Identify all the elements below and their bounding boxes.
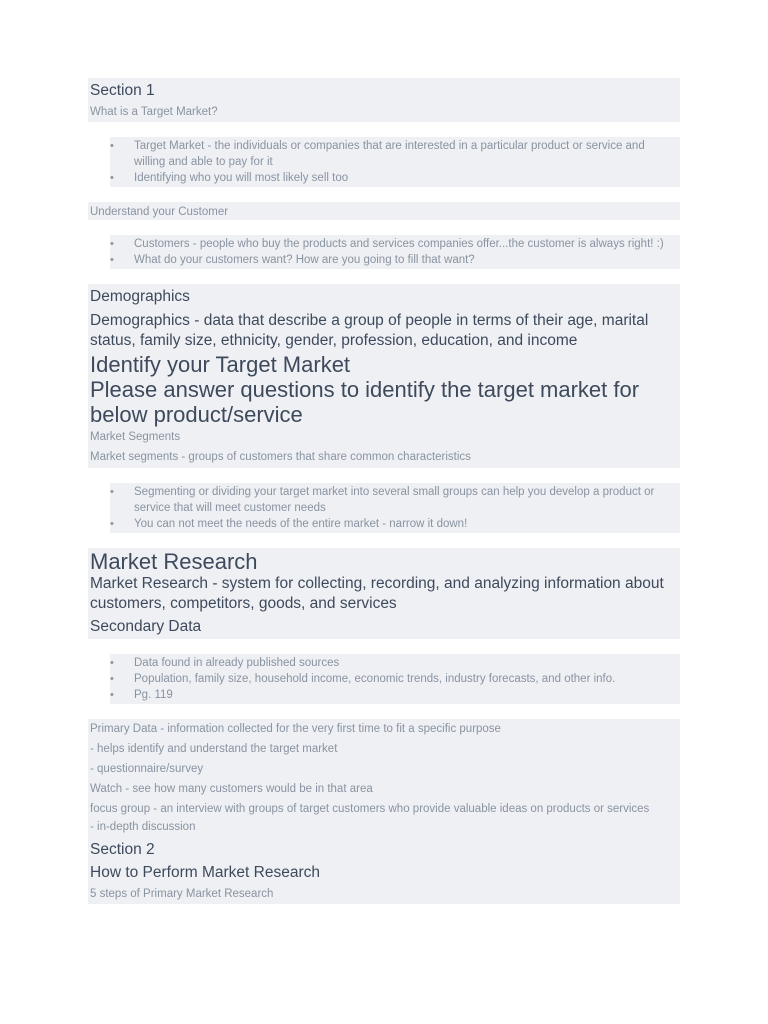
list-item: • What do your customers want? How are you going to fill that want? — [110, 254, 475, 266]
demographics-definition: Demographics - data that describe a group of people in terms of their age, marital status, family size, ethnicity, gender, profession, education, and income — [90, 312, 649, 349]
market-segments-title: Market Segments — [90, 431, 181, 443]
list-item: • Target Market - the individuals or companies that are interested in a particular product or service and willing and able to pay for it — [110, 140, 645, 168]
primary-data-line: focus group - an interview with groups of target customers who provide valuable ideas on products or services — [90, 803, 650, 815]
list-item: • Pg. 119 — [110, 689, 173, 701]
list-item: • You can not meet the needs of the entire market - narrow it down! — [110, 518, 468, 530]
list-item: • Population, family size, household income, economic trends, industry forecasts, and other info. — [110, 673, 616, 685]
market-research-block — [88, 548, 680, 639]
secondary-data-list — [110, 654, 680, 704]
secondary-data-title: Secondary Data — [90, 618, 202, 635]
demographics-title: Demographics — [90, 288, 190, 305]
primary-data-line: - helps identify and understand the target market — [90, 743, 338, 755]
primary-data-line: - questionnaire/survey — [90, 763, 204, 775]
identify-target-market-title: Identify your Target Market — [90, 352, 351, 377]
section-1-title: Section 1 — [90, 82, 155, 99]
demographics-block — [88, 284, 680, 468]
list-item: • Data found in already published sources — [110, 657, 340, 669]
list-item: • Segmenting or dividing your target market into several small groups can help you develop a product or service that will meet customer needs — [110, 486, 655, 514]
primary-data-block — [88, 719, 680, 904]
primary-data-line: Watch - see how many customers would be in that area — [90, 783, 373, 795]
segment-list — [110, 483, 680, 533]
section-1-block — [88, 78, 680, 122]
identify-target-market-subtitle: Please answer questions to identify the target market for below product/service — [90, 377, 640, 427]
market-research-title: Market Research — [90, 549, 258, 574]
customer-list — [110, 235, 680, 269]
understand-customer-block — [88, 202, 680, 220]
market-research-definition: Market Research - system for collecting, recording, and analyzing information about customers, competitors, goods, and services — [90, 575, 664, 612]
how-to-perform-title: How to Perform Market Research — [90, 864, 320, 881]
list-item: • Customers - people who buy the products and services companies offer...the customer is always right! :) — [110, 238, 664, 250]
primary-data-definition: Primary Data - information collected for the very first time to fit a specific purpose — [90, 723, 501, 735]
market-segments-definition: Market segments - groups of customers that share common characteristics — [90, 451, 471, 463]
document-page — [88, 78, 680, 904]
section-2-title: Section 2 — [90, 841, 155, 858]
target-market-list — [110, 137, 680, 187]
list-item: • Identifying who you will most likely sell too — [110, 172, 349, 184]
primary-data-line: - in-depth discussion — [90, 821, 196, 833]
understand-customer-title: Understand your Customer — [90, 206, 229, 218]
steps-title: 5 steps of Primary Market Research — [90, 888, 274, 900]
section-1-subtitle: What is a Target Market? — [90, 106, 218, 118]
